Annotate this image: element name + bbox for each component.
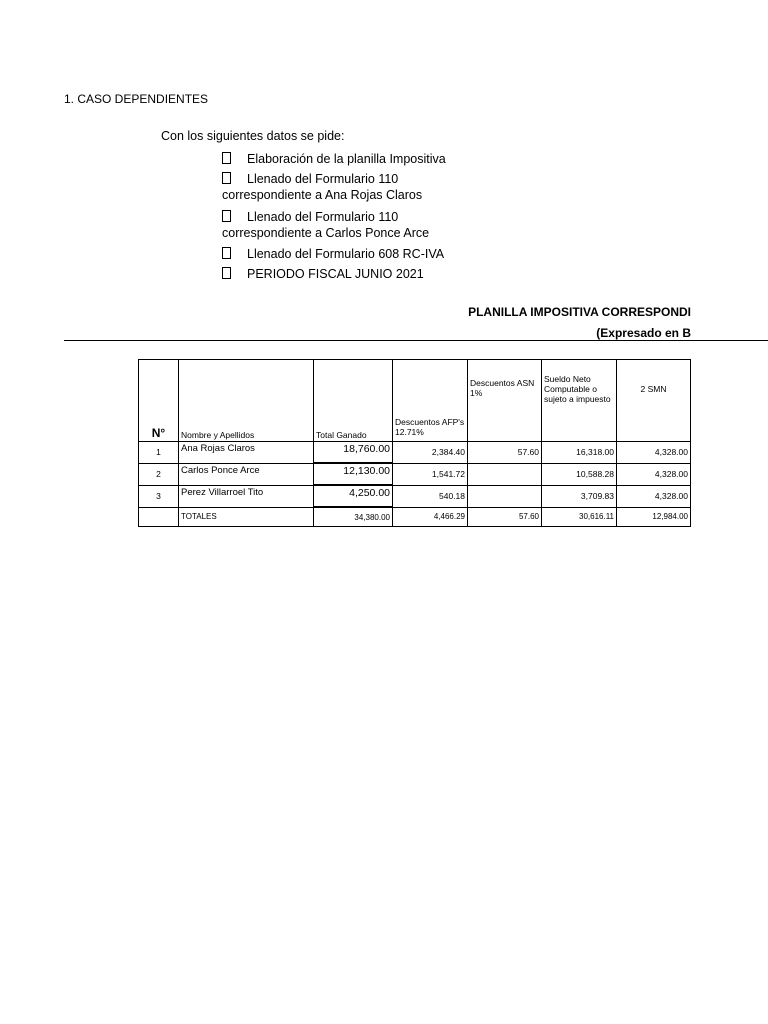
- bullet-text: Llenado del Formulario 110: [247, 172, 399, 186]
- planilla-title: PLANILLA IMPOSITIVA CORRESPONDI: [468, 305, 691, 319]
- bullet-item: [222, 151, 446, 167]
- cell-asn: [468, 463, 542, 485]
- bullet-item: [222, 209, 429, 241]
- total-asn: 57.60: [468, 507, 542, 527]
- bullet-text: Elaboración de la planilla Impositiva: [247, 152, 446, 166]
- planilla-subtitle: (Expresado en B: [596, 326, 691, 340]
- cell-empty: [139, 507, 179, 527]
- cell-2smn: 4,328.00: [617, 485, 691, 507]
- totals-label: TOTALES: [179, 507, 314, 527]
- cell-no: 3: [139, 485, 179, 507]
- bullet-text: PERIODO FISCAL JUNIO 2021: [247, 267, 424, 281]
- cell-total-ganado: 18,760.00: [314, 442, 393, 464]
- bullet-box-icon: [222, 210, 231, 222]
- cell-afp: 2,384.40: [393, 442, 468, 464]
- divider: [64, 340, 768, 341]
- cell-afp: 1,541.72: [393, 463, 468, 485]
- total-total-ganado: 34,380.00: [314, 507, 393, 527]
- header-nombre: Nombre y Apellidos: [179, 360, 314, 442]
- bullet-box-icon: [222, 152, 231, 164]
- cell-nombre: Carlos Ponce Arce: [179, 463, 314, 485]
- cell-sueldo-neto: 10,588.28: [542, 463, 617, 485]
- cell-2smn: 4,328.00: [617, 463, 691, 485]
- planilla-table: [138, 359, 691, 527]
- bullet-text-continuation: correspondiente a Carlos Ponce Arce: [222, 226, 430, 240]
- header-2smn: 2 SMN: [617, 360, 691, 442]
- bullet-text: Llenado del Formulario 608 RC-IVA: [247, 247, 445, 261]
- bullet-item: [222, 266, 424, 282]
- bullet-box-icon: [222, 172, 231, 184]
- bullet-item: [222, 246, 444, 262]
- bullet-box-icon: [222, 267, 231, 279]
- cell-2smn: 4,328.00: [617, 442, 691, 464]
- bullet-text-continuation: correspondiente a Ana Rojas Claros: [222, 188, 423, 202]
- cell-total-ganado: 12,130.00: [314, 463, 393, 485]
- cell-afp: 540.18: [393, 485, 468, 507]
- title-block: [0, 295, 691, 345]
- section-heading: 1. CASO DEPENDIENTES: [64, 92, 209, 106]
- bullet-box-icon: [222, 247, 231, 259]
- cell-sueldo-neto: 3,709.83: [542, 485, 617, 507]
- header-no: N°: [139, 360, 179, 442]
- total-sueldo-neto: 30,616.11: [542, 507, 617, 527]
- table-row: [139, 485, 691, 507]
- bullet-item: [222, 171, 422, 203]
- cell-no: 2: [139, 463, 179, 485]
- totals-row: [139, 507, 691, 527]
- bullet-text: Llenado del Formulario 110: [247, 210, 399, 224]
- total-afp: 4,466.29: [393, 507, 468, 527]
- table-row: [139, 463, 691, 485]
- header-asn: Descuentos ASN 1%: [468, 360, 542, 442]
- table-row: [139, 442, 691, 464]
- table-header-row: [139, 360, 691, 442]
- header-total-ganado: Total Ganado: [314, 360, 393, 442]
- cell-nombre: Perez Villarroel Tito: [179, 485, 314, 507]
- cell-asn: [468, 485, 542, 507]
- total-2smn: 12,984.00: [617, 507, 691, 527]
- header-afp: Descuentos AFP's 12.71%: [393, 360, 468, 442]
- cell-asn: 57.60: [468, 442, 542, 464]
- intro-text: Con los siguientes datos se pide:: [161, 129, 345, 143]
- cell-nombre: Ana Rojas Claros: [179, 442, 314, 464]
- header-sueldo-neto: Sueldo Neto Computable o sujeto a impuesto: [542, 360, 617, 442]
- cell-sueldo-neto: 16,318.00: [542, 442, 617, 464]
- cell-no: 1: [139, 442, 179, 464]
- cell-total-ganado: 4,250.00: [314, 485, 393, 507]
